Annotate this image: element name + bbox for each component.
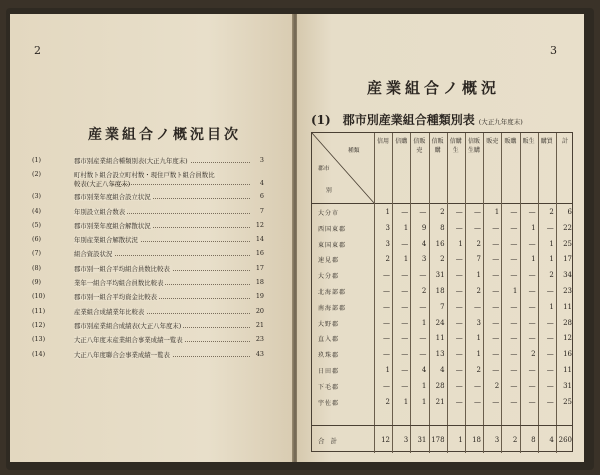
table-cell: 2 — [421, 287, 427, 295]
toc-page: 21 — [255, 320, 264, 329]
column-header: 販生 — [522, 138, 535, 145]
table-cell: 21 — [435, 397, 445, 406]
table-cell: 3 — [385, 239, 390, 248]
toc-number: (8) — [32, 263, 42, 272]
column-header: 信販購 — [431, 138, 444, 154]
district-name: 大野郡 — [318, 320, 340, 328]
table-cell: — — [546, 318, 554, 327]
page-number-right: 3 — [550, 44, 557, 57]
table-cell: 1 — [421, 318, 427, 327]
table-cell: 1 — [403, 397, 409, 406]
table-cell: — — [528, 208, 536, 216]
table-cell: 2 — [549, 271, 554, 280]
table-cell: — — [383, 302, 390, 311]
toc-row — [32, 235, 264, 249]
section-heading — [311, 111, 523, 128]
table-cell: 7 — [476, 255, 481, 264]
table-cell: 1 — [421, 397, 427, 406]
toc-number: (10) — [32, 292, 46, 301]
column-header: 信購生 — [449, 138, 462, 154]
toc-row — [32, 264, 264, 278]
table-cell: — — [492, 287, 500, 295]
table-cell: 4 — [421, 366, 427, 374]
district-name: 宇佐郡 — [318, 399, 340, 407]
toc-entry-title: 郡市別産業組合成績表(大正八年度末) — [74, 321, 182, 330]
column-header: 販購 — [504, 138, 517, 145]
table-cell: 1 — [531, 223, 536, 232]
district-name: 大分郡 — [318, 273, 340, 281]
toc-entry-title: 年別産業組合解散状況 — [74, 236, 138, 245]
table-cell: 1 — [403, 255, 409, 264]
table-cell: — — [510, 366, 518, 374]
table-cell: 1 — [476, 271, 481, 280]
total-cell: 12 — [381, 436, 390, 444]
table-cell: 4 — [440, 366, 445, 374]
table-cell: 3 — [385, 223, 390, 232]
table-cell: — — [528, 397, 536, 406]
table-cell: — — [510, 334, 518, 343]
section-title: (1) 郡市別産業組合種類別表 — [311, 113, 475, 127]
table-cell: — — [492, 334, 500, 343]
toc-page: 7 — [259, 206, 264, 215]
toc-entry-title: 業年一組合平均組合員数比較表 — [74, 279, 164, 288]
table-cell: 2 — [476, 366, 481, 374]
total-label: 合計 — [318, 437, 343, 445]
right-page — [297, 14, 584, 462]
toc-number: (6) — [32, 235, 42, 244]
district-name: 大分市 — [318, 210, 340, 217]
table-cell: 1 — [476, 334, 481, 343]
table-cell: — — [401, 318, 409, 327]
table-cell: — — [528, 302, 536, 311]
toc-entry-title: 郡市別業年度組合解散状況 — [74, 221, 151, 230]
table-cell: 1 — [549, 302, 554, 311]
table-cell: 16 — [435, 239, 445, 248]
table-cell: — — [510, 239, 518, 248]
left-page — [10, 14, 293, 462]
table-cell: — — [383, 334, 390, 343]
table-cell: 1 — [531, 255, 536, 264]
table-cell: — — [492, 302, 500, 311]
total-cell: 4 — [549, 436, 554, 444]
table-cell: 3 — [421, 255, 427, 264]
table-cell: — — [546, 397, 554, 406]
table-cell: — — [419, 334, 427, 343]
toc-number: (4) — [32, 206, 42, 215]
toc-page: 16 — [255, 249, 264, 258]
total-cell: 31 — [417, 436, 427, 444]
table-cell: 23 — [563, 287, 572, 295]
table-cell: 28 — [435, 381, 445, 390]
table-row — [312, 284, 572, 299]
table-cell: — — [455, 381, 463, 390]
toc-entry-title: 郡市別一組合平均資金比較表 — [74, 293, 158, 302]
toc-page: 17 — [255, 263, 264, 272]
column-header: 信販売 — [413, 138, 426, 154]
toc-entry-title: 組合資設状況 — [74, 250, 113, 259]
table-cell: — — [455, 350, 463, 359]
table-cell: — — [401, 239, 409, 248]
table-cell: — — [546, 334, 554, 343]
toc-entry-title: 郡市別産業組合種類別表(大正九年度末) — [74, 157, 188, 165]
toc-entry-title: 町村数ト組合設立町村数・現住戸数ト組合員数比 — [74, 171, 215, 180]
toc-row — [32, 221, 264, 235]
table-cell: 31 — [435, 271, 445, 280]
table-cell: 24 — [435, 318, 445, 327]
page-title: 産業組合ノ概況 — [367, 79, 501, 97]
table-row — [312, 316, 572, 331]
toc-number: (11) — [32, 306, 46, 315]
table-row — [312, 347, 572, 362]
table-row — [312, 300, 572, 315]
table-cell: — — [455, 208, 463, 216]
district-name: 南海部郡 — [318, 304, 347, 312]
table-cell: — — [474, 381, 481, 390]
table-cell: 9 — [421, 223, 427, 232]
toc-entry-title: 大正八年度聯合会事業成績一覧表 — [74, 350, 170, 359]
toc-number: (1) — [32, 156, 42, 164]
column-header: 計 — [561, 138, 568, 145]
table-cell: 7 — [440, 302, 445, 311]
total-cell: 260 — [558, 436, 572, 444]
toc-page: 4 — [259, 179, 264, 188]
table-cell: — — [510, 350, 518, 359]
column-header: 購買 — [540, 138, 553, 145]
table-cell: — — [455, 318, 463, 327]
table-cell: — — [455, 255, 463, 264]
header-label-type: 種類 — [348, 148, 360, 154]
toc-number: (13) — [32, 335, 46, 344]
toc-entry-title: 年別設立組合数表 — [74, 207, 126, 216]
table-cell: 31 — [563, 381, 572, 390]
table-cell: — — [528, 287, 536, 295]
table-cell: — — [419, 350, 427, 359]
table-row — [312, 379, 572, 394]
table-cell: — — [510, 397, 518, 406]
toc-entry-title: 大正八年度末産業組合事業成績一覧表 — [74, 336, 183, 345]
column-header: 販売 — [486, 138, 499, 145]
table-cell: — — [383, 381, 390, 390]
table-cell: — — [546, 350, 554, 359]
toc-page: 23 — [255, 335, 264, 344]
table-cell: — — [474, 302, 481, 311]
table-cell: 11 — [563, 302, 572, 311]
district-name: 西国東郡 — [318, 225, 347, 233]
total-cell: 3 — [403, 436, 409, 444]
table-cell: 13 — [435, 350, 445, 359]
table-cell: 1 — [403, 223, 409, 232]
table-of-contents — [32, 156, 264, 364]
table-cell: — — [455, 271, 463, 280]
table-row — [312, 363, 572, 378]
toc-row — [32, 350, 264, 364]
table-cell: — — [419, 208, 427, 216]
table-cell: — — [401, 381, 409, 390]
toc-page: 12 — [255, 220, 264, 229]
table-cell: — — [383, 287, 390, 295]
table-cell: — — [474, 397, 481, 406]
table-row — [312, 331, 572, 346]
table-cell: 1 — [476, 350, 481, 359]
total-cell: 178 — [431, 436, 445, 444]
table-cell: — — [383, 350, 390, 359]
toc-row — [32, 307, 264, 321]
table-cell: 25 — [563, 239, 572, 248]
table-cell: — — [528, 318, 536, 327]
toc-page: 43 — [255, 349, 264, 358]
table-cell: — — [455, 397, 463, 406]
column-header: 信販生購 — [468, 138, 481, 154]
table-cell: — — [510, 318, 518, 327]
table-cell: — — [419, 302, 427, 311]
toc-number: (2) — [32, 170, 42, 179]
toc-page: 3 — [259, 156, 264, 164]
table-cell: 2 — [385, 397, 390, 406]
table-cell: 2 — [440, 208, 445, 216]
table-row — [312, 395, 572, 410]
table-cell: 1 — [458, 239, 463, 248]
total-cell: 2 — [512, 436, 518, 444]
toc-page: 6 — [259, 192, 264, 201]
table-cell: 2 — [531, 350, 536, 359]
toc-page: 18 — [255, 278, 264, 287]
toc-row — [32, 278, 264, 292]
table-cell: 1 — [494, 208, 500, 216]
table-cell: — — [455, 334, 463, 343]
toc-number: (3) — [32, 192, 42, 201]
table-cell: 1 — [385, 366, 390, 374]
table-cell: 2 — [494, 381, 500, 390]
column-header: 信購 — [395, 138, 408, 145]
table-cell: — — [492, 271, 500, 280]
table-cell: — — [401, 334, 409, 343]
table-cell: — — [492, 318, 500, 327]
table-cell: 2 — [385, 255, 390, 264]
toc-number: (5) — [32, 220, 42, 229]
section-note: (大正九年度末) — [478, 118, 523, 126]
toc-entry-title: 郡市別一組合平均組合員数比較表 — [74, 264, 170, 273]
table-row — [312, 252, 572, 267]
total-cell: 18 — [472, 436, 481, 444]
toc-page: 20 — [255, 306, 264, 315]
table-cell: — — [510, 208, 518, 216]
toc-row — [32, 192, 264, 206]
table-cell: — — [546, 381, 554, 390]
toc-number: (9) — [32, 278, 42, 287]
toc-page: 14 — [255, 235, 264, 244]
table-cell: — — [492, 350, 500, 359]
table-cell: — — [474, 223, 481, 232]
toc-row — [32, 335, 264, 349]
toc-leader — [112, 184, 250, 185]
table-cell: — — [528, 239, 536, 248]
table-cell: 17 — [563, 255, 572, 264]
table-cell: — — [546, 287, 554, 295]
table-cell: 1 — [385, 208, 390, 216]
toc-row — [32, 292, 264, 306]
table-cell: 2 — [476, 287, 481, 295]
table-cell: 8 — [440, 223, 445, 232]
total-cell: 1 — [458, 436, 463, 444]
table-cell: — — [455, 223, 463, 232]
statistics-table — [311, 132, 573, 452]
table-row — [312, 237, 572, 252]
toc-row — [32, 170, 264, 192]
table-cell: — — [528, 366, 536, 374]
table-cell: 1 — [421, 381, 427, 390]
table-cell: — — [528, 334, 536, 343]
total-cell: 8 — [531, 436, 536, 444]
toc-page: 19 — [255, 292, 264, 301]
table-row — [312, 268, 572, 283]
table-cell: — — [474, 208, 481, 216]
table-cell: 6 — [567, 208, 572, 216]
table-cell: — — [401, 208, 409, 216]
total-row — [312, 425, 572, 454]
table-cell: 4 — [421, 239, 427, 248]
toc-row — [32, 249, 264, 263]
table-cell: 1 — [549, 255, 554, 264]
district-name: 下毛郡 — [318, 383, 340, 391]
table-cell: — — [419, 271, 427, 280]
table-cell: — — [492, 223, 500, 232]
table-cell: 3 — [476, 318, 481, 327]
table-cell: — — [401, 302, 409, 311]
toc-title: 産業組合ノ概況目次 — [88, 127, 241, 143]
table-cell: 11 — [435, 334, 445, 343]
table-cell: — — [510, 271, 518, 280]
table-cell: 2 — [549, 208, 554, 216]
toc-number: (7) — [32, 249, 42, 258]
table-row — [312, 205, 572, 220]
table-cell: — — [546, 223, 554, 232]
table-cell: 25 — [563, 397, 572, 406]
table-cell: — — [492, 366, 500, 374]
table-cell: — — [510, 381, 518, 390]
table-cell: — — [528, 271, 536, 280]
toc-number: (14) — [32, 349, 46, 358]
toc-entry-title: 郡市別業年度組合設立状況 — [74, 193, 151, 202]
table-cell: — — [546, 366, 554, 374]
table-cell: — — [401, 350, 409, 359]
table-cell: — — [455, 302, 463, 311]
table-cell: — — [401, 287, 409, 295]
table-cell: — — [401, 271, 409, 280]
header-label-district: 郡市 — [318, 166, 330, 172]
table-cell: — — [383, 271, 390, 280]
table-cell: 12 — [563, 334, 572, 343]
table-cell: — — [401, 366, 409, 374]
table-cell: — — [510, 255, 518, 264]
table-row — [312, 221, 572, 236]
district-name: 東国東郡 — [318, 241, 347, 249]
table-cell: 11 — [563, 366, 572, 374]
table-cell: — — [510, 302, 518, 311]
table-cell: — — [510, 223, 518, 232]
toc-number: (12) — [32, 320, 46, 329]
table-cell: 2 — [440, 255, 445, 264]
table-cell: 18 — [435, 287, 445, 295]
toc-row — [32, 207, 264, 221]
table-cell: — — [492, 397, 500, 406]
toc-row — [32, 321, 264, 335]
header-label-area: 別 — [326, 188, 332, 194]
toc-entry-title: 産業組合成績業年比較表 — [74, 307, 145, 316]
district-name: 玖珠郡 — [318, 352, 340, 360]
district-name: 直入郡 — [318, 336, 340, 344]
table-cell: — — [492, 239, 500, 248]
toc-row — [32, 156, 264, 170]
table-cell: — — [455, 366, 463, 374]
table-cell: — — [455, 287, 463, 295]
district-name: 北海部郡 — [318, 289, 347, 296]
table-cell: — — [492, 255, 500, 264]
column-header: 信用 — [377, 138, 390, 145]
page-number-left: 2 — [34, 44, 41, 57]
district-name: 日田郡 — [318, 368, 340, 375]
total-cell: 3 — [494, 436, 500, 444]
table-cell: 2 — [476, 239, 481, 248]
table-cell: 34 — [563, 271, 572, 280]
table-cell: 22 — [563, 223, 572, 232]
district-name: 速見郡 — [318, 257, 340, 265]
toc-entry-title-cont: 較表(大正八年度末) — [74, 180, 131, 189]
table-cell: 16 — [563, 350, 572, 359]
table-cell: 28 — [563, 318, 572, 327]
table-cell: 1 — [512, 287, 518, 295]
table-cell: — — [528, 381, 536, 390]
table-cell: — — [383, 318, 390, 327]
table-cell: 1 — [549, 239, 554, 248]
